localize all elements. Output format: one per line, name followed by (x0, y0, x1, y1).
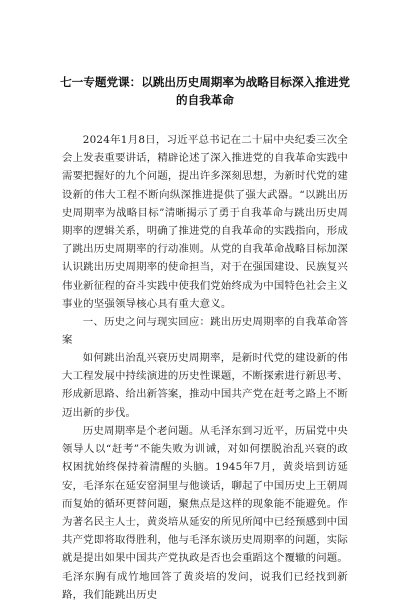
paragraph-1: 2024年1月8日，习近平总书记在二十届中央纪委三次全会上发表重要讲话，精辟论述了深入推进党的自我革命实践中需要把握好的九个问题，提出许多深刻思想，为新时代党的建设新的伟大工程不断向纵深推进提供了强大武器。“以跳出历史周期率为战略目标”清晰揭示了勇于自我革命与跳出历史周期率的逻辑关系，明确了推进党的自我革命的实践指向，形成了跳出历史周期率的行动准则。从党的自我革命战略目标加深认识跳出历史周期率的使命担当，对于在强国建设、民族复兴伟业新征程的奋斗实践中使我们党始终成为中国特色社会主义事业的坚强领导核心具有重大意义。 (62, 134, 348, 310)
paragraph-2: 如何跳出治乱兴衰历史周期率，是新时代党的建设新的伟大工程发展中持续演进的历史性课题，不断探索进行新思考、形成新思路、给出新答案，推动中国共产党在赶考之路上不断迈出新的步伐。 (62, 352, 348, 419)
paragraph-3: 历史周期率是个老问题。从毛泽东到习近平，历届党中央领导人以“赶考”不能失败为训诫，对如何摆脱治乱兴衰的政权困扰始终保持着清醒的头脑。1945年7月，黄炎培到访延安，毛泽东在延安窑洞里与他谈话，聊起了中国历史上王朝周而复始的循环更替问题，聚焦点是这样的现象能不能避免。作为著名民主人士，黄炎培从延安的所见所闻中已经预感到中国共产党即将取得胜利，他与毛泽东谈历史周期率的问题，实际就是提出如果中国共产党执政是否也会重蹈这个覆辙的问题。毛泽东胸有成竹地回答了黄炎培的发问，说我们已经找到新路，我们能跳出历史 (62, 425, 348, 601)
section-heading-1: 一、历史之问与现实回应：跳出历史周期率的自我革命答案 (62, 316, 348, 347)
title-line-1: 七一专题党课：以跳出历史周期率为战略目标深入推进党 (60, 75, 350, 89)
document-title (60, 73, 350, 109)
title-line-2: 的自我革命 (176, 93, 234, 107)
